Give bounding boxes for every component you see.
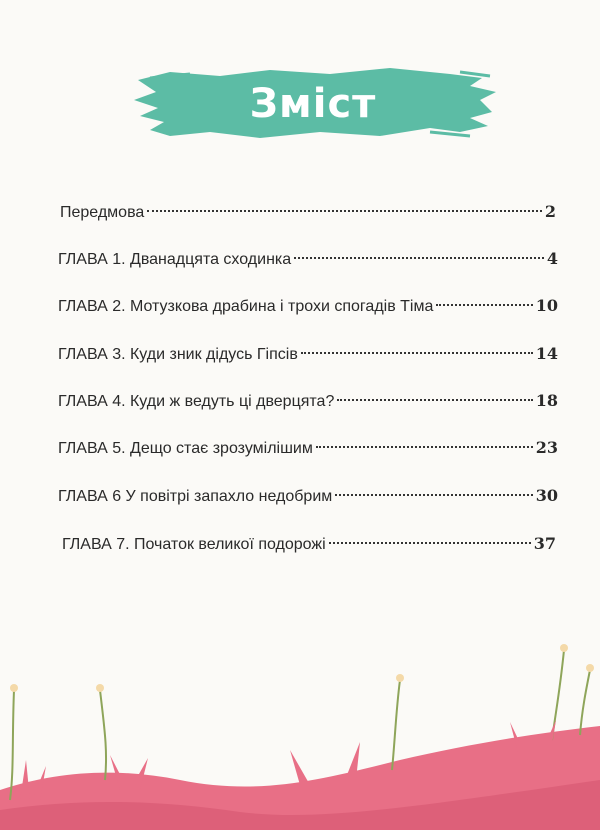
- toc-entry[interactable]: [60, 200, 556, 224]
- toc-entry-label: ГЛАВА 3. Куди зник дідусь Гіпсів: [58, 346, 298, 363]
- leader-dots: [335, 494, 532, 496]
- toc-entry-page: 23: [535, 438, 558, 457]
- toc-entry-page: 37: [533, 534, 556, 553]
- title-banner: [130, 62, 496, 146]
- toc-entry-label: ГЛАВА 2. Мотузкова драбина і трохи спогадів Тіма: [58, 298, 434, 315]
- leader-dots: [329, 542, 531, 544]
- toc-entry[interactable]: [62, 532, 556, 556]
- toc-entry-label: ГЛАВА 1. Дванадцята сходинка: [58, 251, 292, 268]
- meadow-illustration: [0, 630, 600, 830]
- toc-entry-label: ГЛАВА 6 У повітрі запахло недобрим: [58, 488, 333, 505]
- toc-entry[interactable]: [58, 342, 558, 366]
- toc-entry-label: ГЛАВА 4. Куди ж ведуть ці дверцята?: [58, 393, 335, 410]
- toc-entry-page: 18: [535, 391, 558, 410]
- toc-entry-page: 14: [535, 344, 558, 363]
- page-title: Зміст: [249, 81, 377, 127]
- toc-entry[interactable]: [58, 436, 558, 460]
- toc-entry[interactable]: [58, 484, 558, 508]
- leader-dots: [147, 210, 542, 212]
- toc-entry-label: Передмова: [60, 204, 145, 221]
- leader-dots: [316, 446, 533, 448]
- toc-entry-label: ГЛАВА 7. Початок великої подорожі: [62, 536, 326, 553]
- toc-entry-page: 30: [535, 486, 558, 505]
- toc-entry-page: 2: [544, 202, 556, 221]
- leader-dots: [436, 304, 532, 306]
- leader-dots: [301, 352, 533, 354]
- leader-dots: [294, 257, 544, 259]
- toc-entry-label: ГЛАВА 5. Дещо стає зрозумілішим: [58, 440, 313, 457]
- toc-entry[interactable]: [58, 247, 558, 271]
- toc-entry-page: 10: [535, 296, 558, 315]
- toc-entry-page: 4: [546, 249, 558, 268]
- leader-dots: [337, 399, 532, 401]
- toc-entry[interactable]: [58, 294, 558, 318]
- toc-entry[interactable]: [58, 389, 558, 413]
